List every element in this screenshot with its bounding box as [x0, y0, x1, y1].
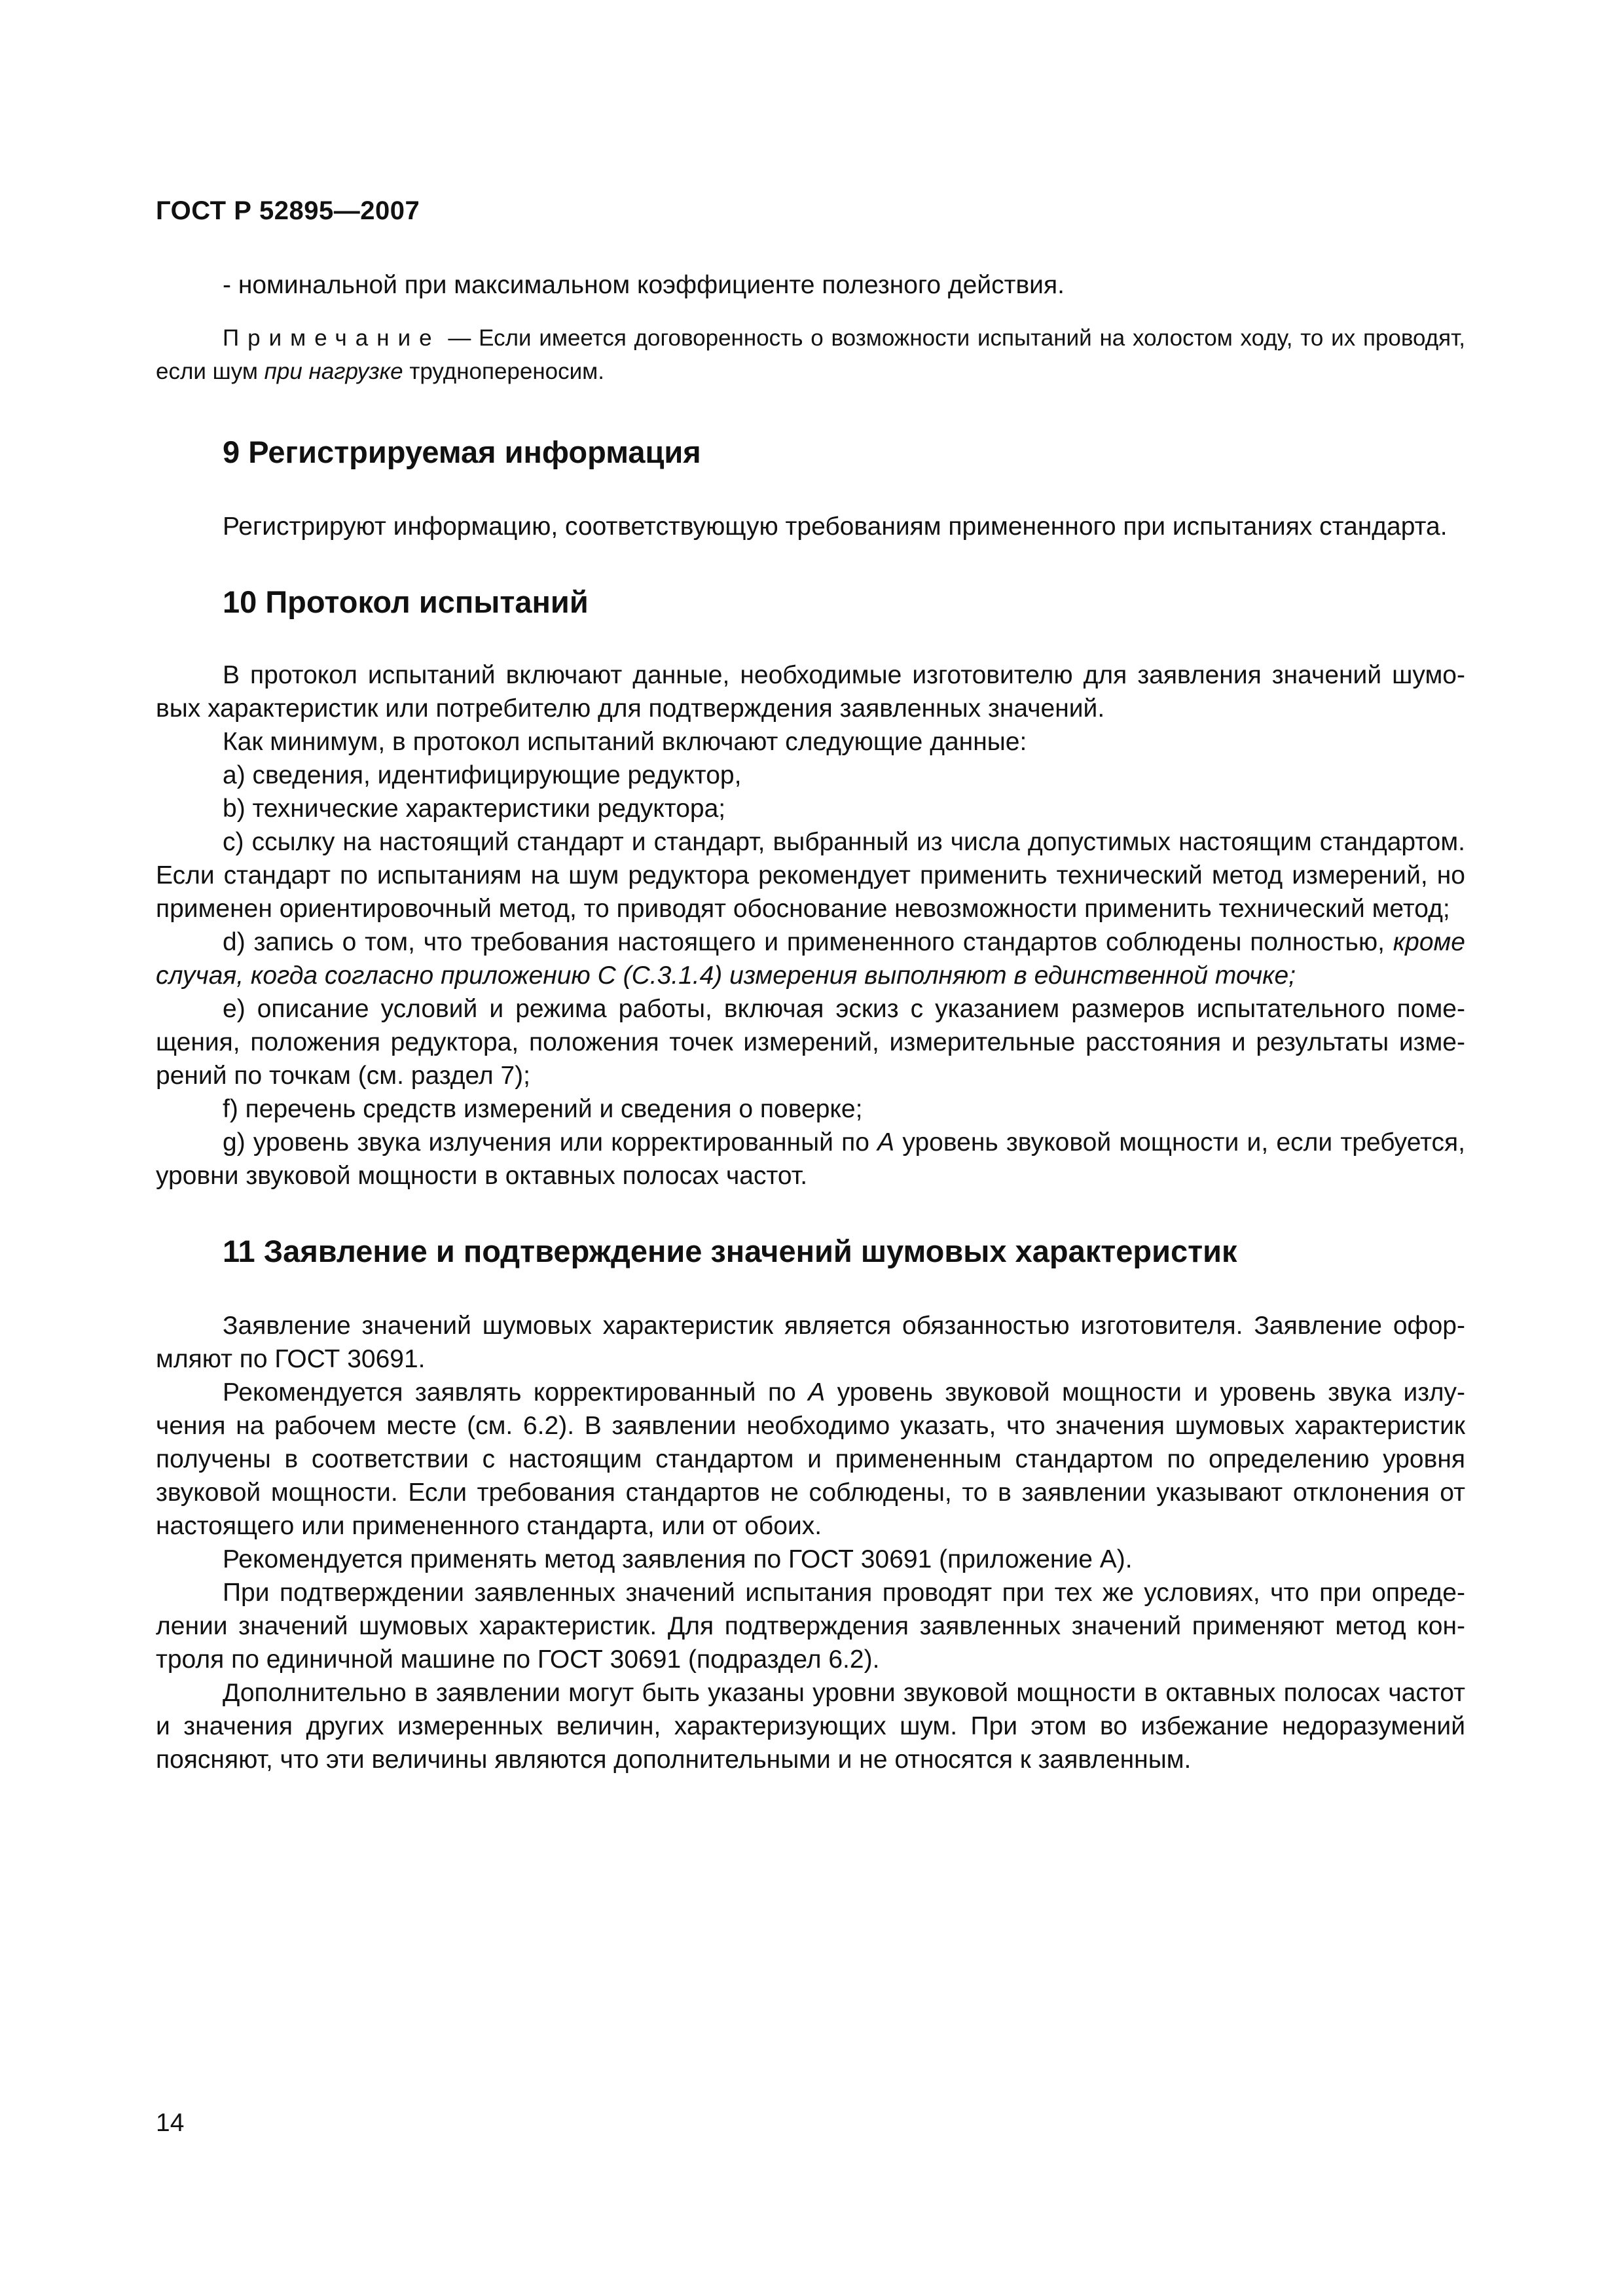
list-item-g	[156, 1126, 1465, 1193]
list-item-d	[156, 925, 1465, 992]
section-11-paragraph-3: Рекомендуется применять метод заявления по ГОСТ 30691 (приложение А).	[223, 1545, 1133, 1573]
list-item-e: е) описание условий и режима работы, включая эскиз с указанием размеров испытательного помещения, положения редуктора, положения точек измерений, измерительные расстояния и результаты измерений по точкам (см. раздел 7);	[156, 995, 1465, 1090]
list-item-b: b) технические характеристики редуктора;	[223, 795, 726, 823]
list-item-d-text: d) запись о том, что требования настоящего и примененного стандартов соблюдены полностью,	[223, 928, 1393, 956]
document-body	[156, 268, 1465, 1776]
list-item-d-italic: кроме случая, когда согласно приложению С (С.3.1.4) измерения выполняют в единственной точке;	[156, 928, 1465, 990]
section-11-paragraph-2-italic: А	[808, 1378, 826, 1407]
section-10-paragraph-1: В протокол испытаний включают данные, необходимые изготовителю для заявления значений шумовых характеристик или потребителю для подтверждения заявленных значений.	[156, 661, 1465, 723]
list-item-g-text-2: уровень звуковой мощности и, если требуется, уровни звуковой мощности в октавных полосах частот.	[156, 1128, 1465, 1190]
section-10-paragraph-2: Как минимум, в протокол испытаний включают следующие данные:	[223, 728, 1027, 756]
section-11-paragraph-2	[156, 1376, 1465, 1543]
section-11-paragraph-2-text-1: Рекомендуется заявлять корректированный по	[223, 1378, 809, 1407]
page-number: 14	[156, 2109, 185, 2137]
section-11-paragraph-4: При подтверждении заявленных значений испытания проводят при тех же условиях, что при определении значений шумовых характеристик. Для подтверждения заявленных значений применяют метод контроля по единичной машине по ГОСТ 30691 (подраздел 6.2).	[156, 1579, 1465, 1674]
list-item-g-text-1: g) уровень звука излучения или корректированный по	[223, 1128, 878, 1157]
section-9-paragraph: Регистрируют информацию, соответствующую требованиям примененного при испытаниях стандарта.	[223, 512, 1448, 541]
note-text-italic: при нагрузке	[264, 359, 403, 384]
document-code: ГОСТ Р 52895—2007	[156, 196, 420, 225]
list-item-g-italic: А	[877, 1128, 895, 1157]
section-9-heading: 9 Регистрируемая информация	[223, 435, 701, 469]
section-10-heading: 10 Протокол испытаний	[223, 584, 589, 619]
section-11-paragraph-5: Дополнительно в заявлении могут быть указаны уровни звуковой мощности в октавных полосах частот и значения других измеренных величин, характеризующих шум. При этом во избежание недоразумений поясняют, что эти величины являются дополнительными и не относятся к заявленным.	[156, 1679, 1465, 1774]
list-item-c: с) ссылку на настоящий стандарт и стандарт, выбранный из числа допустимых настоящим стандартом. Если стандарт по испытаниям на шум редуктора рекомендует применить технический метод измерений, но применен ориентировочный метод, то приводят обоснование невозможности применить технический метод;	[156, 828, 1465, 923]
section-11-paragraph-1: Заявление значений шумовых характеристик является обязанностью изготовителя. Заявление оформляют по ГОСТ 30691.	[156, 1312, 1465, 1373]
note-text-1: Если имеется договоренность о возможности испытаний на холостом ходу, то их проводят, если шум	[156, 325, 1465, 384]
note	[156, 321, 1465, 388]
section-11-heading: 11 Заявление и подтверждение значений шумовых характеристик	[223, 1234, 1237, 1268]
list-item-a: а) сведения, идентифицирующие редуктор,	[223, 761, 742, 789]
note-text-2: труднопереносим.	[403, 359, 604, 384]
list-item-f: f) перечень средств измерений и сведения о поверке;	[223, 1095, 863, 1123]
note-label: Примечание	[223, 325, 441, 351]
intro-line: - номинальной при максимальном коэффициенте полезного действия.	[223, 271, 1065, 299]
section-11-paragraph-2-text-2: уровень звуковой мощности и уровень звука излучения на рабочем месте (см. 6.2). В заявлении необходимо указать, что значения шумовых характеристик получены в соответствии с настоящим стандартом и примененным стандартом по определению уровня звуковой мощности. Если требования стандартов не соблюдены, то в заявлении указывают отклонения от настоящего или примененного стандарта, или от обоих.	[156, 1378, 1465, 1540]
note-dash: —	[440, 325, 479, 351]
